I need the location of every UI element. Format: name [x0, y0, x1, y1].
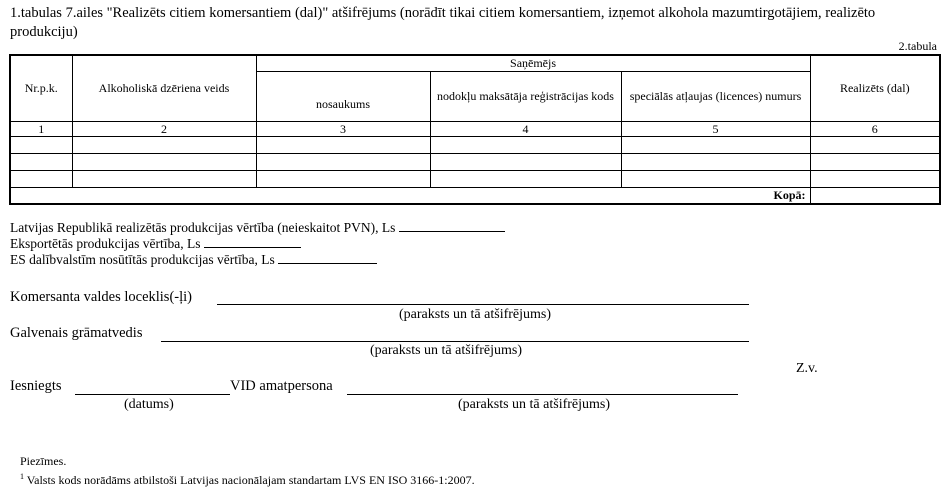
chief-accountant-signature-line[interactable]	[161, 340, 749, 342]
vid-official-label: VID amatpersona	[230, 378, 333, 394]
column-number: 5	[621, 122, 810, 137]
board-member-signature-line[interactable]	[217, 303, 749, 305]
table-cell[interactable]	[256, 171, 430, 188]
column-number: 4	[430, 122, 621, 137]
report-table	[9, 54, 941, 205]
column-number: 1	[10, 122, 72, 137]
notes-title: Piezīmes.	[20, 454, 67, 468]
eu-value-row	[10, 251, 377, 268]
footnote-text: Valsts kods norādāms atbilstoši Latvijas nacionālajam standartam LVS EN ISO 3166-1:2007.	[26, 473, 475, 487]
table-cell[interactable]	[621, 137, 810, 154]
header-nr: Nr.p.k.	[10, 55, 72, 122]
header-sold: Realizēts (dal)	[810, 55, 940, 122]
total-row	[10, 188, 940, 205]
table-cell[interactable]	[430, 154, 621, 171]
table-row	[10, 154, 940, 171]
table-cell[interactable]	[621, 154, 810, 171]
submitted-date-line[interactable]	[75, 393, 230, 395]
board-member-label: Komersanta valdes loceklis(-ļi)	[10, 289, 192, 305]
header-name: nosaukums	[256, 72, 430, 122]
table-cell[interactable]	[810, 154, 940, 171]
table-cell[interactable]	[430, 137, 621, 154]
export-value-row	[10, 235, 301, 252]
table-cell[interactable]	[10, 137, 72, 154]
footnote	[20, 469, 475, 488]
chief-accountant-label: Galvenais grāmatvedis	[10, 325, 143, 341]
table-number: 2.tabula	[898, 39, 937, 53]
table-cell[interactable]	[430, 171, 621, 188]
vid-official-signature-line[interactable]	[347, 393, 738, 395]
export-value-label: Eksportētās produkcijas vērtība, Ls	[10, 236, 201, 251]
date-caption: (datums)	[124, 397, 174, 412]
table-cell[interactable]	[72, 171, 256, 188]
eu-value-field[interactable]	[278, 251, 377, 264]
header-receiver: Saņēmējs	[256, 55, 810, 72]
column-number: 2	[72, 122, 256, 137]
vid-official-signature-caption: (paraksts un tā atšifrējums)	[458, 397, 611, 412]
lv-value-field[interactable]	[399, 219, 505, 232]
table-cell[interactable]	[72, 137, 256, 154]
table-row	[10, 171, 940, 188]
lv-value-row	[10, 219, 505, 236]
chief-accountant-signature-caption: (paraksts un tā atšifrējums)	[370, 343, 523, 358]
total-cell[interactable]	[810, 188, 940, 205]
lv-value-label: Latvijas Republikā realizētās produkcijas vērtība (neieskaitot PVN), Ls	[10, 220, 396, 235]
column-number: 6	[810, 122, 940, 137]
header-license: speciālās atļaujas (licences) numurs	[621, 72, 810, 122]
table-row	[10, 137, 940, 154]
table-cell[interactable]	[810, 137, 940, 154]
table-cell[interactable]	[621, 171, 810, 188]
footnote-mark: 1	[20, 472, 24, 481]
table-cell[interactable]	[72, 154, 256, 171]
eu-value-label: ES dalībvalstīm nosūtītās produkcijas vērtība, Ls	[10, 252, 275, 267]
stamp-place: Z.v.	[796, 361, 818, 376]
header-tax-code: nodokļu maksātāja reģistrācijas kods	[430, 72, 621, 122]
table-cell[interactable]	[810, 171, 940, 188]
total-label: Kopā:	[10, 188, 810, 205]
form-heading: 1.tabulas 7.ailes "Realizēts citiem komersantiem (dal)" atšifrējums (norādīt tikai citiem komersantiem, izņemot alkohola mazumtirgotājiem, realizēto produkciju)	[10, 5, 876, 40]
table-cell[interactable]	[256, 137, 430, 154]
header-drink-type: Alkoholiskā dzēriena veids	[72, 55, 256, 122]
submitted-label: Iesniegts	[10, 378, 62, 394]
column-number: 3	[256, 122, 430, 137]
board-member-signature-caption: (paraksts un tā atšifrējums)	[399, 307, 552, 322]
export-value-field[interactable]	[204, 235, 301, 248]
table-cell[interactable]	[10, 171, 72, 188]
table-cell[interactable]	[256, 154, 430, 171]
table-cell[interactable]	[10, 154, 72, 171]
